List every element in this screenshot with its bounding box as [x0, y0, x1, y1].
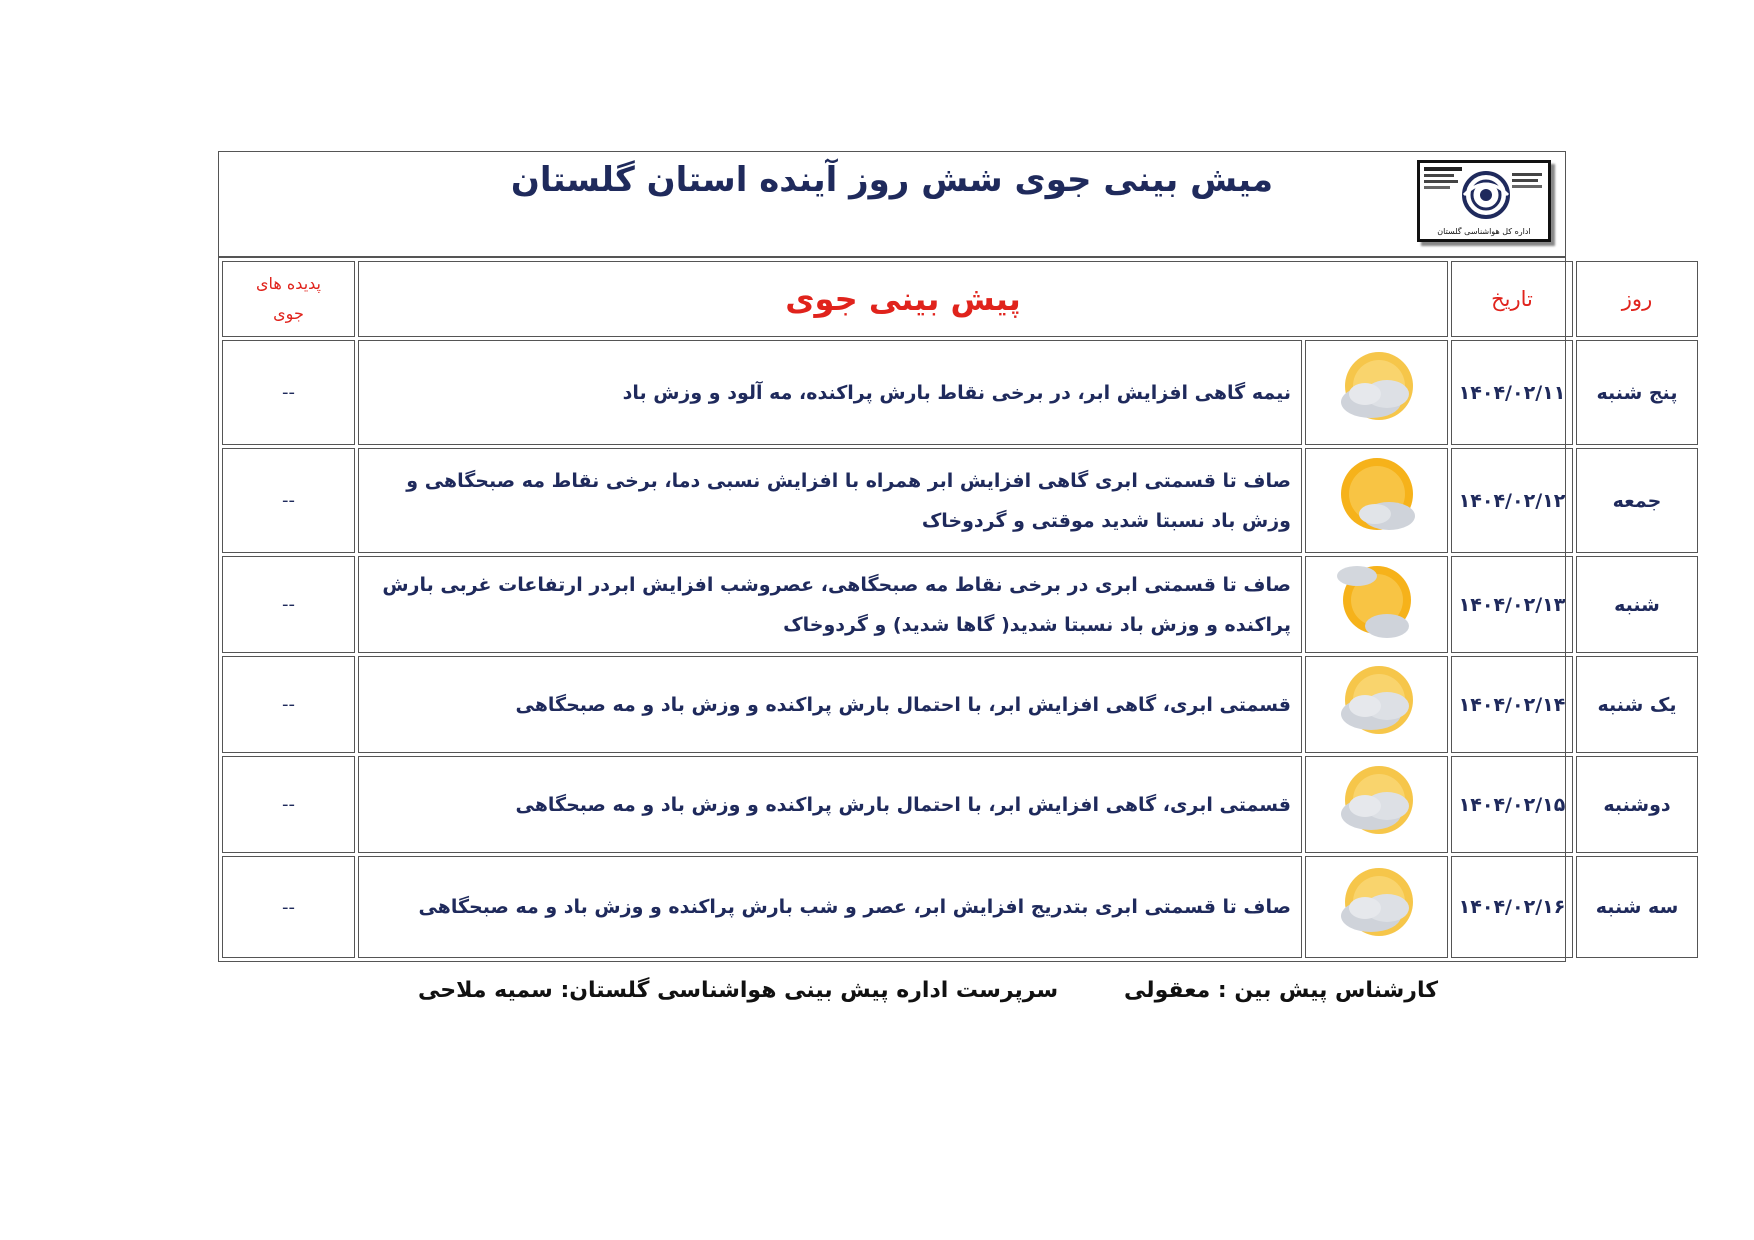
- day-cell: سه شنبه: [1576, 856, 1698, 958]
- phenomena-cell: --: [222, 448, 355, 553]
- forecast-text: نیمه گاهی افزایش ابر، در برخی نقاط بارش پراکنده، مه آلود و وزش باد: [358, 340, 1302, 445]
- document-title: میش بینی جوی شش روز آینده استان گلستان: [510, 160, 1274, 200]
- table-row: [222, 856, 1698, 958]
- logo-emblem: [1420, 163, 1548, 223]
- date-cell: ۱۴۰۴/۰۲/۱۲: [1451, 448, 1573, 553]
- partly-cloudy-icon: [1305, 656, 1448, 753]
- sunny-cloud-icon: [1305, 448, 1448, 553]
- day-cell: یک شنبه: [1576, 656, 1698, 753]
- header-forecast: پیش بینی جوی: [358, 261, 1448, 337]
- forecast-text: قسمتی ابری، گاهی افزایش ابر، با احتمال بارش پراکنده و وزش باد و مه صبحگاهی: [358, 756, 1302, 853]
- header-phenomena: پدیده های جوی: [222, 261, 355, 337]
- day-cell: شنبه: [1576, 556, 1698, 653]
- partly-cloudy-icon: [1305, 756, 1448, 853]
- day-cell: جمعه: [1576, 448, 1698, 553]
- forecast-text: صاف تا قسمتی ابری در برخی نقاط مه صبحگاهی، عصروشب افزایش ابردر ارتفاعات غربی بارش پراکنده و وزش باد نسبتا شدید( گاها شدید) و گردوخاک: [358, 556, 1302, 653]
- date-cell: ۱۴۰۴/۰۲/۱۱: [1451, 340, 1573, 445]
- header-date: تاریخ: [1451, 261, 1573, 337]
- date-cell: ۱۴۰۴/۰۲/۱۴: [1451, 656, 1573, 753]
- phenomena-cell: --: [222, 556, 355, 653]
- forecaster-signature: کارشناس پیش بین : معقولی: [1124, 978, 1438, 1003]
- date-cell: ۱۴۰۴/۰۲/۱۳: [1451, 556, 1573, 653]
- forecast-text: قسمتی ابری، گاهی افزایش ابر، با احتمال بارش پراکنده و وزش باد و مه صبحگاهی: [358, 656, 1302, 753]
- phenomena-cell: --: [222, 656, 355, 753]
- table-row: [222, 448, 1698, 553]
- logo-caption: اداره کل هواشناسی گلستان: [1437, 227, 1531, 236]
- phenomena-cell: --: [222, 340, 355, 445]
- phenomena-cell: --: [222, 856, 355, 958]
- forecast-sheet: [218, 151, 1679, 962]
- forecast-table: [219, 258, 1701, 961]
- table-row: [222, 556, 1698, 653]
- header-day: روز: [1576, 261, 1698, 337]
- meteorological-organization-logo: [1417, 160, 1551, 242]
- table-row: [222, 756, 1698, 853]
- table-row: [222, 656, 1698, 753]
- sun-with-clouds-icon: [1305, 556, 1448, 653]
- table-row: [222, 340, 1698, 445]
- day-cell: دوشنبه: [1576, 756, 1698, 853]
- partly-cloudy-icon: [1305, 340, 1448, 445]
- date-cell: ۱۴۰۴/۰۲/۱۶: [1451, 856, 1573, 958]
- table-header-row: [222, 261, 1698, 337]
- forecast-text: صاف تا قسمتی ابری گاهی افزایش ابر همراه با افزایش نسبی دما، برخی نقاط مه صبحگاهی و وزش باد نسبتا شدید موقتی و گردوخاک: [358, 448, 1302, 553]
- day-cell: پنج شنبه: [1576, 340, 1698, 445]
- partly-cloudy-icon: [1305, 856, 1448, 958]
- phenomena-cell: --: [222, 756, 355, 853]
- date-cell: ۱۴۰۴/۰۲/۱۵: [1451, 756, 1573, 853]
- supervisor-signature: سرپرست اداره پیش بینی هواشناسی گلستان: سمیه ملاحی: [418, 978, 1059, 1003]
- title-row: [219, 152, 1565, 258]
- forecast-text: صاف تا قسمتی ابری بتدریج افزایش ابر، عصر و شب بارش پراکنده و وزش باد و مه صبحگاهی: [358, 856, 1302, 958]
